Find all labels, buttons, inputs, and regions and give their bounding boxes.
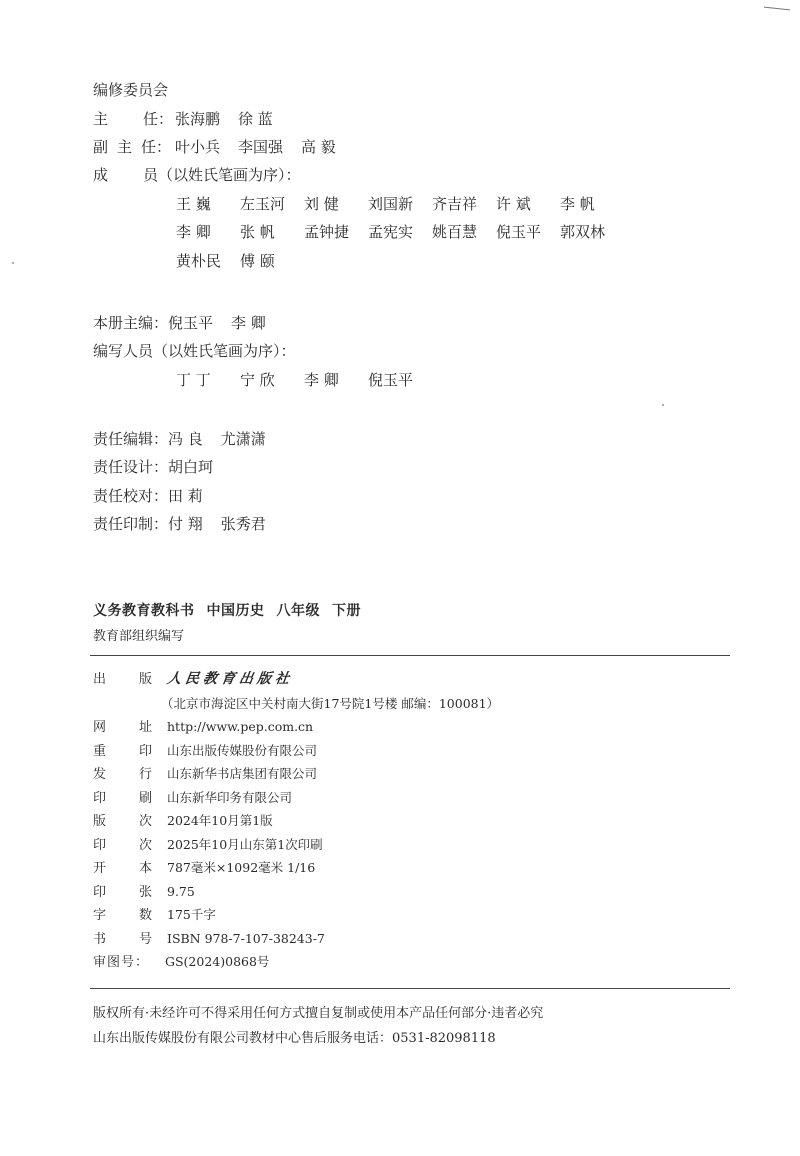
director-line bbox=[93, 109, 273, 129]
role-label: 责任校对： bbox=[93, 487, 169, 505]
book-grade: 八年级 bbox=[276, 603, 320, 619]
colophon-row-website: 网 址 http://www.pep.com.cn bbox=[93, 715, 733, 739]
book-series: 义务教育教科书 bbox=[93, 603, 195, 619]
colophon-row-isbn: 书 号 ISBN 978-7-107-38243-7 bbox=[93, 927, 733, 951]
responsibility-line bbox=[93, 514, 266, 534]
deputy-director-line bbox=[93, 137, 336, 157]
person-name: 田 莉 bbox=[168, 487, 203, 505]
person-name: 孟宪实 bbox=[368, 223, 414, 241]
scan-speck bbox=[12, 262, 14, 264]
colophon-row-impression: 印 次 2025年10月山东第1次印刷 bbox=[93, 836, 323, 853]
person-name: 左玉河 bbox=[240, 195, 286, 213]
role-label: 责任印制： bbox=[93, 515, 169, 533]
members-label: 成 员（以姓氏笔画为序）： bbox=[93, 166, 301, 184]
colophon-table bbox=[93, 668, 733, 974]
divider bbox=[90, 988, 730, 989]
person-name: 刘 健 bbox=[304, 195, 339, 213]
colophon-row-address bbox=[93, 692, 733, 716]
responsibility-line bbox=[93, 486, 203, 506]
person-name: 李 卿 bbox=[176, 223, 211, 241]
person-name: 王 巍 bbox=[176, 195, 211, 213]
person-name: 孟钟捷 bbox=[304, 223, 350, 241]
deputy-director-label: 副 主 任： bbox=[93, 138, 172, 156]
person-name: 高 毅 bbox=[301, 138, 336, 156]
person-name: 傅 颐 bbox=[240, 252, 275, 270]
members-row bbox=[176, 251, 304, 271]
book-title bbox=[93, 600, 361, 620]
person-name: 徐 蓝 bbox=[238, 110, 273, 128]
responsibility-line bbox=[93, 429, 266, 449]
director-names bbox=[175, 109, 273, 129]
scan-corner-mark bbox=[764, 7, 790, 11]
person-name: 叶小兵 bbox=[175, 138, 221, 156]
person-name: 倪玉平 bbox=[496, 223, 542, 241]
divider bbox=[90, 655, 730, 656]
person-name: 倪玉平 bbox=[168, 314, 214, 332]
person-name: 冯 良 bbox=[168, 430, 203, 448]
colophon-row-edition: 版 次 2024年10月第1版 bbox=[93, 813, 273, 829]
service-phone: 山东出版传媒股份有限公司教材中心售后服务电话：0531-82098118 bbox=[93, 1031, 496, 1046]
isbn-value: ISBN 978-7-107-38243-7 bbox=[167, 930, 325, 946]
person-name: 李国强 bbox=[238, 138, 284, 156]
person-name: 刘国新 bbox=[368, 195, 414, 213]
compiled-by: 教育部组织编写 bbox=[93, 629, 185, 644]
colophon-row-map-review: 审图号： GS(2024)0868号 bbox=[93, 954, 270, 970]
colophon-row-format: 开 本 787毫米×1092毫米 1/16 bbox=[93, 860, 316, 876]
colophon-row-distribution: 发 行 山东新华书店集团有限公司 bbox=[93, 766, 318, 782]
person-name: 郭双林 bbox=[560, 223, 606, 241]
colophon-row-word-count: 字 数 175千字 bbox=[93, 907, 216, 923]
role-label: 责任编辑： bbox=[93, 430, 169, 448]
person-name: 李 帆 bbox=[560, 195, 595, 213]
chief-editor-names bbox=[168, 313, 266, 333]
person-name: 齐吉祥 bbox=[432, 195, 478, 213]
person-name: 李 卿 bbox=[231, 314, 266, 332]
person-name: 丁 丁 bbox=[176, 371, 211, 389]
person-name: 李 卿 bbox=[304, 371, 339, 389]
book-volume: 下册 bbox=[332, 603, 361, 619]
person-name: 倪玉平 bbox=[368, 371, 414, 389]
person-name: 张秀君 bbox=[220, 515, 266, 533]
publisher-address: （北京市海淀区中关村南大街17号院1号楼 邮编：100081） bbox=[161, 695, 500, 711]
person-name: 付 翔 bbox=[168, 515, 203, 533]
person-name: 宁 欣 bbox=[240, 371, 275, 389]
director-label: 主 任： bbox=[93, 110, 174, 128]
committee-heading: 编修委员会 bbox=[93, 81, 169, 99]
members-row bbox=[176, 194, 624, 214]
members-row bbox=[176, 222, 624, 242]
person-name: 许 斌 bbox=[496, 195, 531, 213]
writers-row bbox=[176, 370, 432, 390]
person-name: 张海鹏 bbox=[175, 110, 221, 128]
person-name: 姚百慧 bbox=[432, 223, 478, 241]
copyright-notice: 版权所有·未经许可不得采用任何方式擅自复制或使用本产品任何部分·违者必究 bbox=[93, 1006, 544, 1021]
publisher-logo: 人民教育出版社 bbox=[165, 671, 295, 687]
role-label: 责任设计： bbox=[93, 458, 169, 476]
chief-editor-line bbox=[93, 313, 266, 333]
colophon-row-reprint: 重 印 山东出版传媒股份有限公司 bbox=[93, 742, 318, 759]
colophon-row-printing: 印 刷 山东新华印务有限公司 bbox=[93, 789, 293, 806]
website-value: http://www.pep.com.cn bbox=[167, 719, 314, 734]
book-subject: 中国历史 bbox=[206, 603, 265, 619]
colophon-row-publisher: 出 版 人民教育出版社 bbox=[93, 668, 733, 692]
writers-label: 编写人员（以姓氏笔画为序）： bbox=[93, 342, 296, 360]
scan-speck bbox=[662, 404, 664, 406]
responsibility-line bbox=[93, 457, 213, 477]
colophon-row-sheets: 印 张 9.75 bbox=[93, 883, 195, 900]
person-name: 黄朴民 bbox=[176, 252, 222, 270]
person-name: 尤潇潇 bbox=[220, 430, 266, 448]
person-name: 胡白珂 bbox=[168, 458, 214, 476]
deputy-director-names bbox=[175, 137, 336, 157]
chief-editor-label: 本册主编： bbox=[93, 314, 169, 332]
person-name: 张 帆 bbox=[240, 223, 275, 241]
